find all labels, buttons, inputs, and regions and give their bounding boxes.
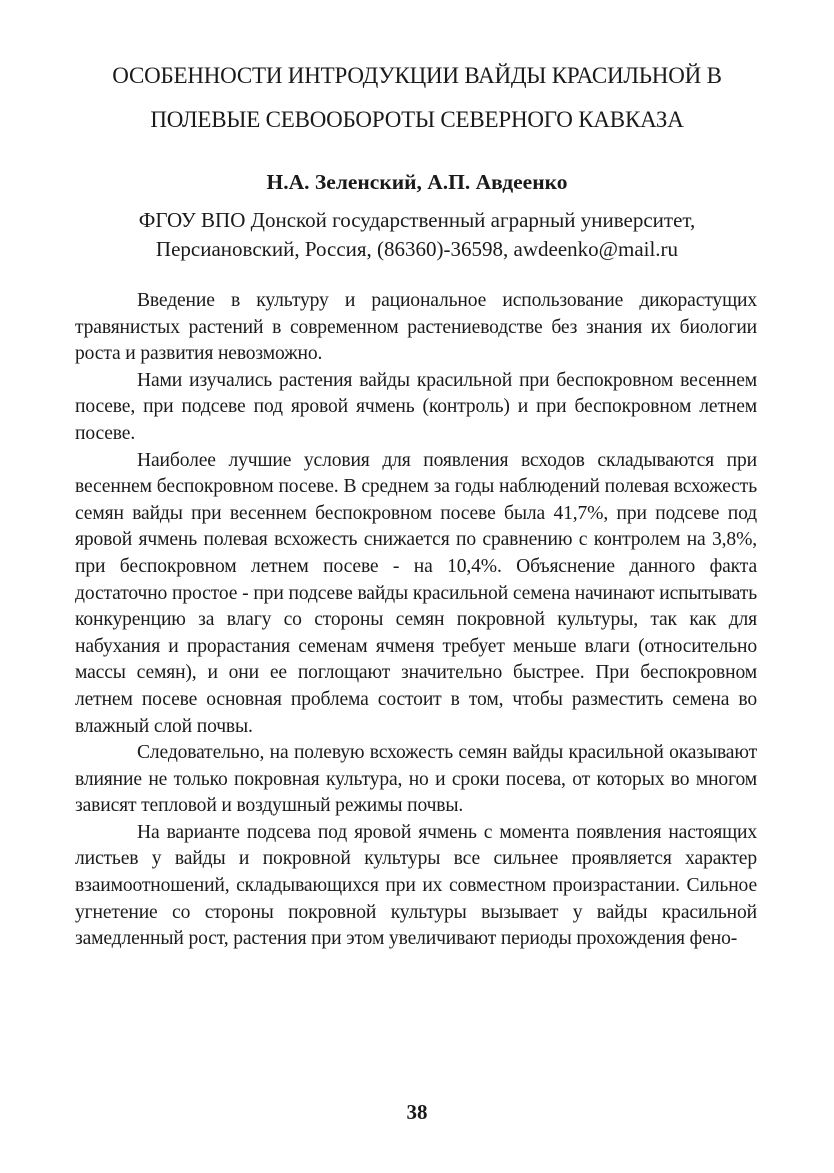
paragraph: Введение в культуру и рациональное использование дикорастущих травянистых растений в современном растениеводстве без знания их биологии роста и развития невозможно. — [75, 290, 757, 365]
paragraph: Наиболее лучшие условия для появления всходов складываются при весеннем беспокровном посеве. В среднем за годы наблюдений полевая всхожесть семян вайды при весеннем беспокровном посеве была 41,7%, при подсеве под яровой ячмень полевая всхожесть снижается по сравнению с контролем на 3,8%, при беспокровном летнем посеве - на 10,4%. Объяснение данного факта достаточно простое - при подсеве вайды красильной семена начинают испытывать конкуренцию за влагу со стороны семян покровной культуры, так как для набухания и прорастания семенам ячменя требует меньше влаги (относительно массы семян), и они ее поглощают значительно быстрее. При беспокровном летнем посеве основная проблема состоит в том, чтобы разместить семена во влажный слой почвы. — [75, 449, 757, 737]
authors: Н.А. Зеленский, А.П. Авдеенко — [266, 170, 568, 194]
paragraph: Нами изучались растения вайды красильной при беспокровном весеннем посеве, при подсеве под яровой ячмень (контроль) и при беспокровном летнем посеве. — [75, 369, 757, 444]
affiliation-line-1: ФГОУ ВПО Донской государственный аграрный университет, — [138, 208, 696, 232]
article-title-line-1: ОСОБЕННОСТИ ИНТРОДУКЦИИ ВАЙДЫ КРАСИЛЬНОЙ В — [112, 63, 722, 88]
article-title-line-2: ПОЛЕВЫЕ СЕВООБОРОТЫ СЕВЕРНОГО КАВКАЗА — [150, 107, 684, 132]
paragraph: На варианте подсева под яровой ячмень с момента появления настоящих листьев у вайды и покровной культуры все сильнее проявляется характер взаимоотношений, складывающихся при их совместном произрастании. Сильное угнетение со стороны покровной культуры вызывает у вайды красильной замедленный рост, растения при этом увеличивают периоды прохождения фено- — [75, 821, 757, 950]
article-title — [60, 54, 774, 142]
article-body — [75, 288, 757, 953]
affiliation — [60, 206, 774, 264]
affiliation-line-2: Персиановский, Россия, (86360)-36598, awdeenko@mail.ru — [155, 237, 679, 261]
paragraph: Следовательно, на полевую всхожесть семян вайды красильной оказывают влияние не только покровная культура, но и сроки посева, от которых во многом зависят тепловой и воздушный режимы почвы. — [75, 742, 757, 817]
page-number: 38 — [406, 1100, 428, 1124]
